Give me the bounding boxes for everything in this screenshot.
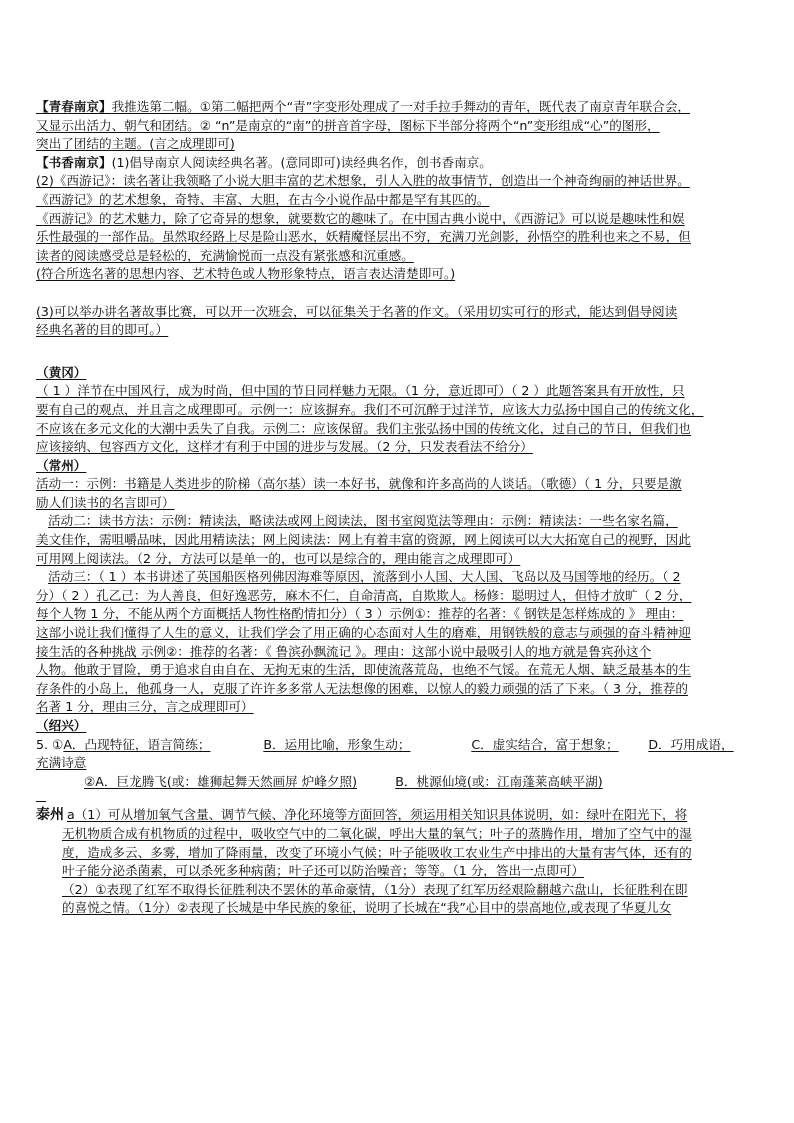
text-line: 存条件的小岛上，他孤身一人，克服了许许多多常人无法想像的困难，以惊人的毅力顽强的活了下来。（ 3 分，推荐的 [36, 680, 689, 696]
text-line: 《西游记》的艺术魅力，除了它奇异的想象，就要数它的趣味了。在中国古典小说中，《西游记》可以说是趣味性和娱 [36, 210, 685, 226]
section-changzhou [36, 457, 758, 717]
section-shuxiang-nanjing [36, 154, 758, 340]
text-line: （ 1 ）洋节在中国风行，成为时尚，但中国的节日同样魅力无限。（1 分，意近即可）（ 2 ）此题答案具有开放性，只 [36, 383, 685, 399]
section-tag: （绍兴） [36, 718, 87, 733]
text-line: 可用网上阅读法。（2 分，方法可以是单一的，也可以是综合的，理由能言之成理即可） [36, 550, 521, 566]
text-line: 叶子能分泌杀菌素，可以杀死多种病菌；叶子还可以防治噪音；等等。（1 分，答出一点即可） [62, 863, 585, 879]
section-tag: 【青春南京】 [36, 99, 112, 114]
text-line: 【书香南京】(1)倡导南京人阅读经典名著。(意同即可)读经典名作，创书香南京。 [36, 154, 492, 170]
option-a: A．巨龙腾飞(或：雄狮起舞天然画屏 炉峰夕照) [95, 773, 358, 789]
text-line: 的喜悦之情。（1分）②表现了长城是中华民族的象征，说明了长城在“我”心目中的崇高地位,或表现了华夏儿女 [62, 900, 672, 916]
section-qingchun-nanjing [36, 98, 758, 154]
section-tag: 【书香南京】 [36, 154, 112, 170]
text-line: 名著 1 分，理由三分，言之成理即可） [36, 699, 254, 715]
option-a: A．凸现特征，语言简练； [63, 736, 211, 752]
text-line: 又显示出活力、朝气和团结。② “n”是南京的“南”的拼音首字母，图标下半部分将两个“n”变形组成“心”的图形， [36, 117, 660, 133]
question-5-part-2: ②A．巨龙腾飞(或：雄狮起舞天然画屏 炉峰夕照) B．桃源仙境(或：江南蓬莱高峡平湖) [36, 773, 758, 792]
option-d: D．巧用成语， [648, 736, 734, 752]
text-line: (3)可以举办讲名著故事比赛，可以开一次班会，可以征集关于名著的作文。（采用切实可行的形式，能达到倡导阅读 [36, 303, 678, 319]
text-line: 不应该在多元文化的大潮中丢失了自我。示例二：应该保留。我们主张弘扬中国的传统文化，过自己的节日，但我们也 [36, 420, 691, 436]
text-line: 读者的阅读感受总是轻松的，充满愉悦而一点没有紧张感和沉重感。 [36, 247, 414, 263]
text-line: (符合所选名著的思想内容、艺术特色或人物形象特点，语言表达清楚即可。) [36, 266, 456, 282]
section-shaoxing [36, 717, 758, 791]
text-line: 经典名著的目的即可。） [36, 322, 169, 338]
section-tag: （常州） [36, 457, 87, 473]
text-line: 活动二：读书方法：示例：精读法，略读法或网上阅读法，图书室阅览法等理由：示例：精读法：一些名家名篇， [48, 513, 678, 529]
section-tag: （黄冈） [36, 364, 87, 380]
text-line: 应该接纳、包容西方文化，这样才有利于中国的进步与发展。（2 分，只发表看法不给分） [36, 439, 533, 455]
text-line: 接生活的各种挑战 示例②：推荐的名著：《 鲁滨孙飘流记 》。理由：这部小说中最吸引人的地方就是鲁宾孙这个 [36, 643, 652, 659]
text-line: 《西游记》的艺术想象，奇特、丰富、大胆，在古今小说作品中都是罕有其匹的。 [36, 191, 490, 207]
section-tag: 泰州 [36, 807, 64, 824]
text-line: 活动三：（ 1 ）本书讲述了英国船医格列佛因海难等原因，流落到小人国、大人国、飞岛以及马国等地的经历。（ 2 [48, 569, 681, 585]
text-line: 充满诗意 [36, 755, 87, 771]
text-line: a（1）可从增加氧气含量、调节气候、净化环境等方面回答，须运用相关知识具体说明，如：绿叶在阳光下，将 [67, 807, 688, 823]
divider [36, 801, 46, 802]
text-line: 乐性最强的一部作品。虽然取经路上尽是险山恶水，妖精魔怪层出不穷，充满刀光剑影，孙悟空的胜利也来之不易，但 [36, 229, 691, 245]
question-5-options: 5. ①A．凸现特征，语言简练； B．运用比喻，形象生动； C．虚实结合，富于想象； D．巧用成语， [36, 736, 758, 755]
section-taizhou [36, 806, 758, 918]
text-line: 人物。他敢于冒险，勇于追求自由自在、无拘无束的生活，即使流落荒岛，也绝不气馁。在荒无人烟、缺乏最基本的生 [36, 662, 691, 678]
text-line: 无机物质合成有机物质的过程中，吸收空气中的二氧化碳，呼出大量的氧气；叶子的蒸腾作用，增加了空气中的湿 [62, 825, 692, 841]
text-line: 分）（ 2 ）孔乙己：为人善良，但好逸恶劳，麻木不仁，自命清高，自欺欺人。杨修：聪明过人，但恃才放旷（ 2 分， [36, 587, 692, 603]
text-line: 【青春南京】我推选第二幅。①第二幅把两个“青”字变形处理成了一对手拉手舞动的青年，既代表了南京青年联合会， [36, 99, 691, 114]
text-line: （2）①表现了红军不取得长征胜利决不罢休的革命豪情，（1分）表现了红军历经艰险翻越六盘山，长征胜利在即 [62, 881, 688, 897]
text-line: (2)《西游记》：读名著让我领略了小说大胆丰富的艺术想象，引人入胜的故事情节，创造出一个神奇绚丽的神话世界。 [36, 173, 690, 189]
option-c: C．虚实结合，富于想象； [471, 736, 619, 752]
text-line: 励人们读书的名言即可） [36, 494, 175, 510]
text-line: 这部小说让我们懂得了人生的意义，让我们学会了用正确的心态面对人生的磨难，用钢铁般的意志与顽强的奋斗精神迎 [36, 625, 691, 641]
text-line: 度，造成多云、多雾，增加了降雨量，改变了环境小气候；叶子能吸收工农业生产中排出的大量有害气体，还有的 [62, 844, 692, 860]
option-b: B．桃源仙境(或：江南蓬莱高峡平湖) [395, 773, 603, 789]
text-line: 活动一：示例：书籍是人类进步的阶梯（高尔基）读一本好书，就像和许多高尚的人谈话。（歌德）（ 1 分，只要是激 [36, 476, 682, 492]
text-line: 要有自己的观点，并且言之成理即可。示例一：应该摒弃。我们不可沉醉于过洋节，应该大力弘扬中国自己的传统文化， [36, 401, 704, 417]
text-line: 每个人物 1 分，不能从两个方面概括人物性格酌情扣分）（ 3 ）示例①：推荐的名著：《 钢铁是怎样炼成的 》 理由： [36, 606, 684, 622]
section-huanggang [36, 364, 758, 457]
text-line: 美文佳作，需咀嚼品味，因此用精读法；网上阅读法：网上有着丰富的资源，网上阅读可以大大拓宽自己的视野，因此 [36, 532, 691, 548]
answer-document [36, 98, 758, 918]
option-b: B．运用比喻，形象生动； [263, 736, 411, 752]
text-line: 突出了团结的主题。(言之成理即可) [36, 136, 235, 152]
